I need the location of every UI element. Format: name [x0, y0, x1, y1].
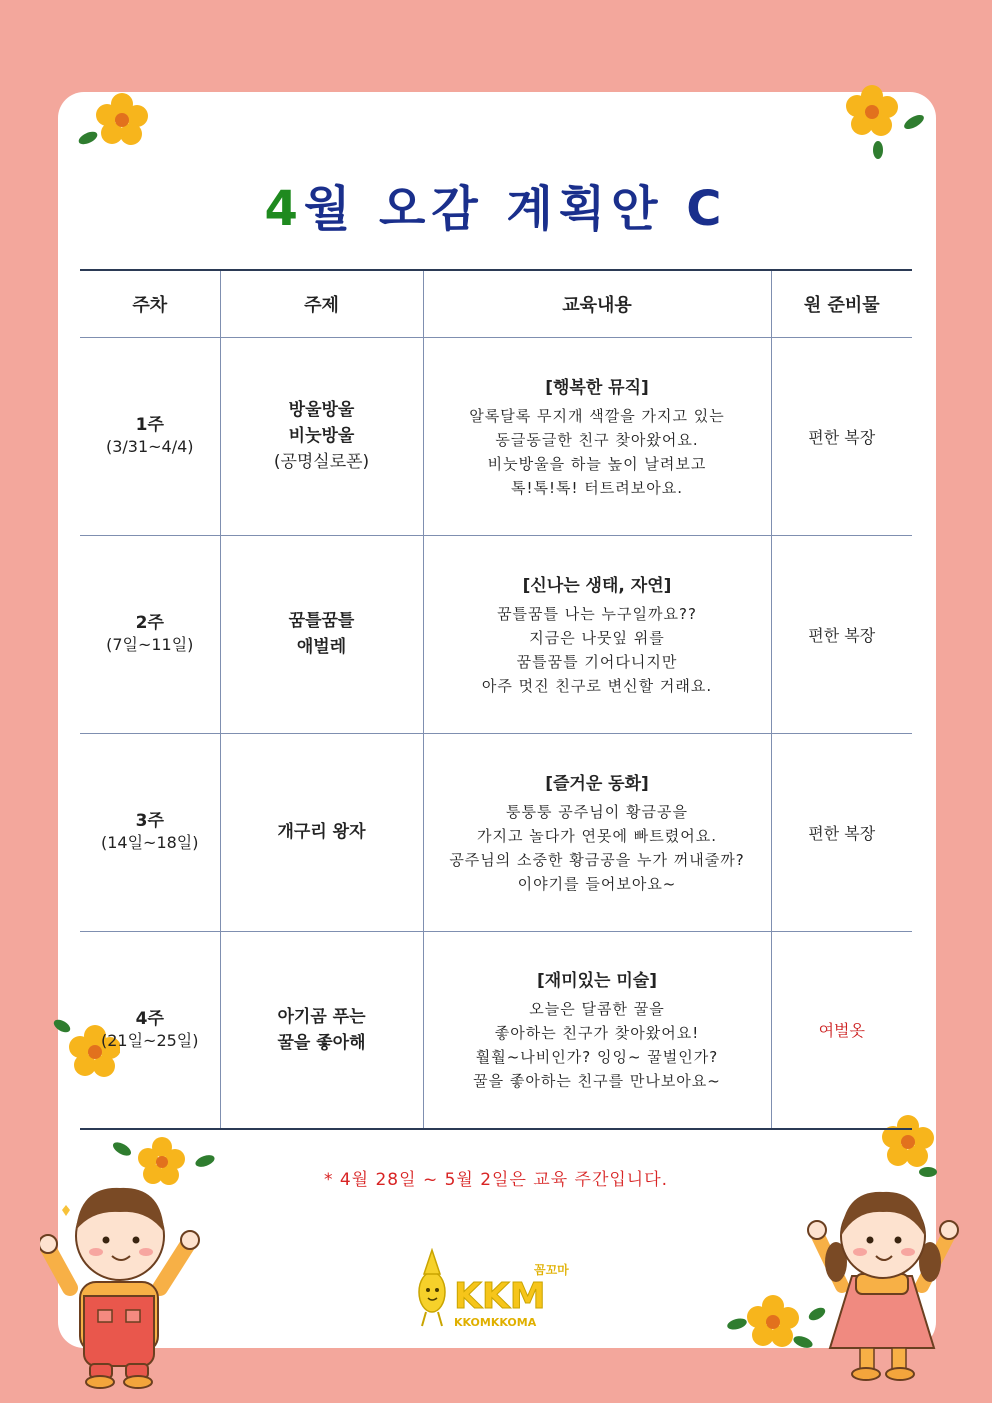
girl-illustration-icon — [802, 1178, 962, 1388]
table-header-row — [80, 270, 912, 337]
topic-cell: 개구리 왕자 — [220, 733, 423, 931]
plan-table — [80, 269, 912, 1130]
table-row — [80, 733, 912, 931]
svg-text:KKOMKKOMA: KKOMKKOMA — [454, 1316, 537, 1329]
topic-cell: 방울방울 비눗방울 (공명실로폰) — [220, 337, 423, 535]
col-header-content: 교육내용 — [423, 270, 771, 337]
content-cell: [즐거운 동화] 퉁퉁퉁 공주님이 황금공을 가지고 놀다가 연못에 빠트렸어요. 공주님의 소중한 황금공을 누가 꺼내줄까? 이야기를 들어보아요~ — [423, 733, 771, 931]
prep-cell: 편한 복장 — [771, 337, 912, 535]
topic-cell: 아기곰 푸는 꿀을 좋아해 — [220, 931, 423, 1129]
notice-text: * 4월 28일 ~ 5월 2일은 교육 주간입니다. — [323, 1170, 669, 1190]
content-cell: [재미있는 미술] 오늘은 달콤한 꿀을 좋아하는 친구가 찾아왔어요! 훨훨~나비인가? 잉잉~ 꿀벌인가? 꿀을 좋아하는 친구를 만나보아요~ — [423, 931, 771, 1129]
topic-cell: 꿈틀꿈틀 애벌레 — [220, 535, 423, 733]
boy-illustration-icon — [40, 1170, 200, 1390]
week-cell: 1주 (3/31~4/4) — [80, 337, 220, 535]
table-row — [80, 535, 912, 733]
content-cell: [신나는 생태, 자연] 꿈틀꿈틀 나는 누구일까요?? 지금은 나뭇잎 위를 꿈틀꿈틀 기어다니지만 아주 멋진 친구로 변신할 거래요. — [423, 535, 771, 733]
prep-cell: 여벌옷 — [771, 931, 912, 1129]
col-header-prep: 원 준비물 — [771, 270, 912, 337]
prep-cell: 편한 복장 — [771, 535, 912, 733]
svg-text:KKM: KKM — [454, 1276, 546, 1317]
kkomkkoma-logo — [410, 1248, 582, 1330]
col-header-topic: 주제 — [220, 270, 423, 337]
week-cell: 3주 (14일~18일) — [80, 733, 220, 931]
flower-icon — [838, 82, 928, 162]
page-title: 4월 오감 계획안 C — [264, 181, 728, 237]
svg-text:꼼꼬마: 꼼꼬마 — [534, 1263, 569, 1277]
flower-icon — [76, 88, 156, 158]
col-header-week: 주차 — [80, 270, 220, 337]
week-cell: 2주 (7일~11일) — [80, 535, 220, 733]
week-cell: 4주 (21일~25일) — [80, 931, 220, 1129]
table-row — [80, 931, 912, 1129]
prep-cell: 편한 복장 — [771, 733, 912, 931]
content-cell: [행복한 뮤직] 알록달록 무지개 색깔을 가지고 있는 동글동글한 친구 찾아왔어요. 비눗방울을 하늘 높이 날려보고 톡!톡!톡! 터트려보아요. — [423, 337, 771, 535]
table-row — [80, 337, 912, 535]
